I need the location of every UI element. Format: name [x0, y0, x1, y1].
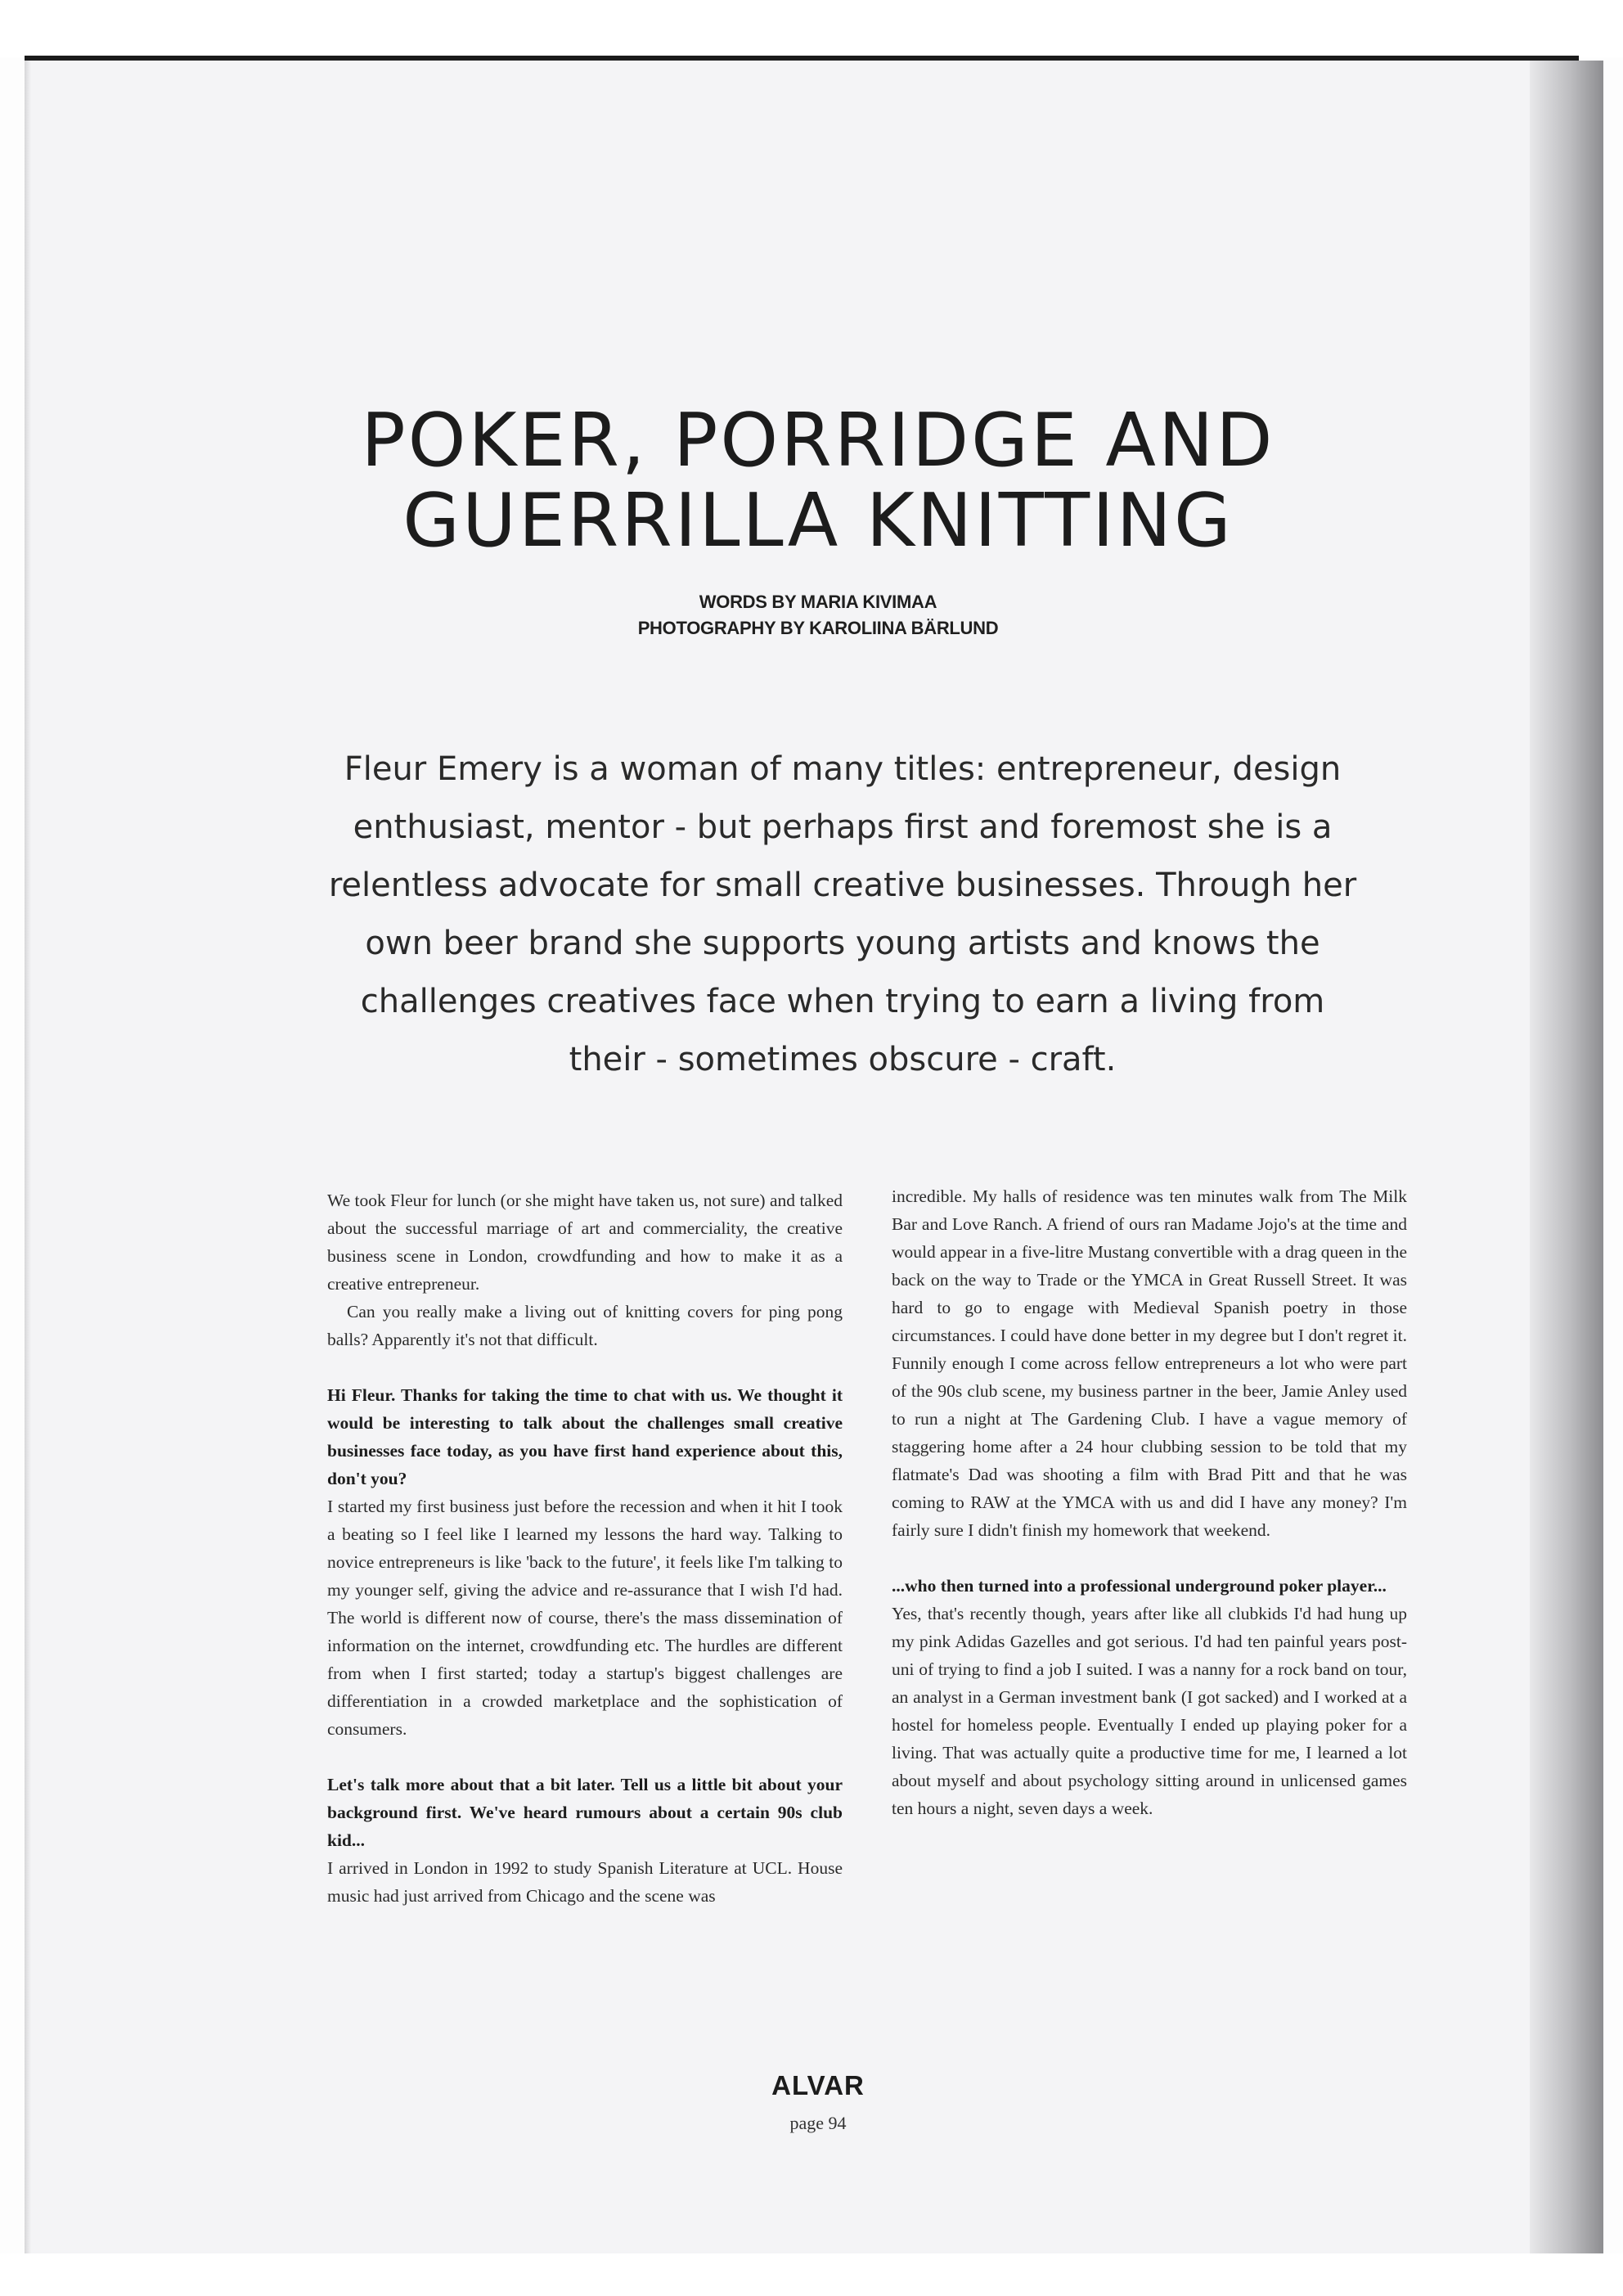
intro-paragraph: Fleur Emery is a woman of many titles: entrepreneur, design enthusiast, mentor - but perhaps first and foremost she is a relentless advocate for small creative businesses. Through her own beer brand she supports young artists and knows the challenges creatives face when trying to earn a living from their - sometimes obscure - craft. [328, 750, 1357, 1078]
page-number: page 94 [789, 2113, 847, 2133]
article-title [245, 398, 1391, 564]
interview-question: Hi Fleur. Thanks for taking the time to chat with us. We thought it would be interesting to talk about the challenges small creative businesses face today, as you have first hand experience about this, don't you? [327, 1385, 843, 1488]
page-left-shadow [25, 61, 31, 2253]
author-credit: WORDS BY MARIA KIVIMAA [699, 592, 937, 612]
interview-question: ...who then turned into a professional underground poker player... [892, 1576, 1387, 1596]
body-column-right [892, 1182, 1407, 1822]
interview-answer: I started my first business just before the recession and when it hit I took a beating so I feel like I learned my lessons the hard way. Talking to novice entrepreneurs is like 'back to the future', it feels like I'm talking to my younger self, giving the advice and re-assurance that I wish I'd had. The world is different now of course, there's the mass dissemination of information on the internet, crowdfunding etc. The hurdles are different from when I first started; today a startup's biggest challenges are differentiation in a crowded marketplace and the sophistication of consumers. [327, 1497, 843, 1739]
page-right-shadow [1530, 61, 1603, 2253]
interview-question: Let's talk more about that a bit later. Tell us a little bit about your background first. We've heard rumours about a certain 90s club kid... [327, 1775, 843, 1850]
scanner-top-margin [0, 0, 1623, 57]
scanner-bottom-margin [0, 2253, 1623, 2296]
magazine-page [25, 61, 1583, 2253]
magazine-brand: ALVAR [771, 2070, 865, 2100]
interview-answer: Yes, that's recently though, years after like all clubkids I'd had hung up my pink Adidas Gazelles and got serious. I'd had ten painful years post-uni of trying to find a job I suited. I was a nanny for a rock band on tour, an analyst in a German investment bank (I got sacked) and I worked at a hostel for homeless people. Eventually I ended up playing poker for a living. That was actually quite a productive time for me, I learned a lot about myself and about psychology sitting around in unlicensed games ten hours a night, seven days a week. [892, 1604, 1407, 1818]
page-top-edge [25, 56, 1579, 61]
article-credits [491, 589, 1145, 642]
title-line-1: POKER, PORRIDGE AND [361, 398, 1275, 484]
body-column-left [327, 1186, 843, 1910]
interview-answer: I arrived in London in 1992 to study Spanish Literature at UCL. House music had just arrived from Chicago and the scene was [327, 1858, 843, 1906]
title-line-2: GUERRILLA KNITTING [402, 478, 1234, 564]
photographer-credit: PHOTOGRAPHY BY KAROLIINA BÄRLUND [637, 618, 999, 638]
body-paragraph: Can you really make a living out of knitting covers for ping pong balls? Apparently it's not that difficult. [327, 1302, 843, 1349]
body-paragraph: We took Fleur for lunch (or she might have taken us, not sure) and talked about the successful marriage of art and commerciality, the creative business scene in London, crowdfunding and how to make it as a creative entrepreneur. [327, 1191, 843, 1294]
interview-answer: incredible. My halls of residence was ten minutes walk from The Milk Bar and Love Ranch. A friend of ours ran Madame Jojo's at the time and would appear in a five-litre Mustang convertible with a drag queen in the back on the way to Trade or the YMCA in Great Russell Street. It was hard to go to engage with Medieval Spanish poetry in those circumstances. I could have done better in my degree but I don't regret it. Funnily enough I come across fellow entrepreneurs a lot who were part of the 90s club scene, my business partner in the beer, Jamie Anley used to run a night at The Gardening Club. I have a vague memory of staggering home after a 24 hour clubbing session to be told that my flatmate's Dad was shooting a film with Brad Pitt and that he was coming to RAW at the YMCA with us and did I have any money? I'm fairly sure I didn't finish my homework that weekend. [892, 1186, 1407, 1540]
